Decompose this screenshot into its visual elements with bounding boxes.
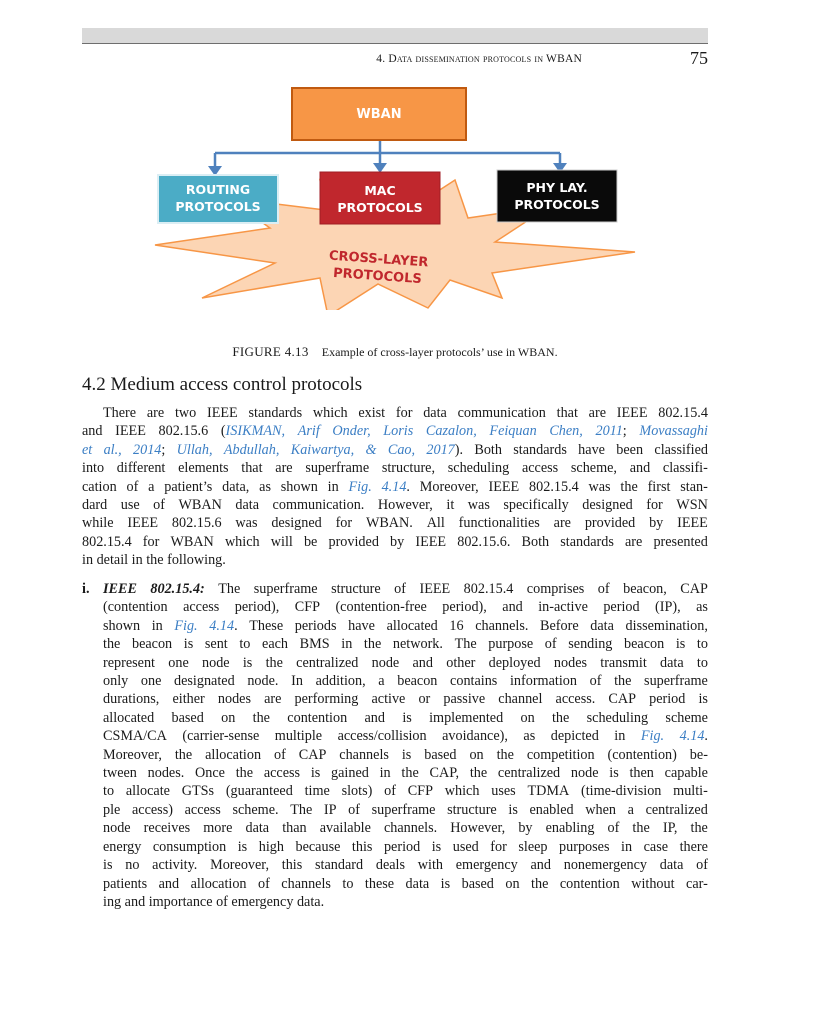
text-line: et al., 2014; Ullah, Abdullah, Kaiwartya, & Cao, 2017). Both standards have been classified xyxy=(82,441,708,458)
text-line: durations, either nodes are performing active or passive channel access. CAP period is xyxy=(103,691,708,708)
list-item-body xyxy=(103,580,708,911)
mac-protocols-box xyxy=(320,172,440,224)
text-line: 802.15.4 for WBAN which will be provided by IEEE 802.15.6. Both standards are presented xyxy=(82,533,708,550)
figure-caption-text: Example of cross-layer protocols’ use in WBAN. xyxy=(321,345,558,359)
list-marker: i. xyxy=(82,581,90,597)
header-bar xyxy=(82,28,708,43)
body-paragraph xyxy=(82,404,708,570)
text-line: represent one node is the centralized node and other deployed nodes transmit data to xyxy=(103,654,708,671)
header-rule xyxy=(82,43,708,44)
text-line: node receives more data than available channels. However, by enabling of the IP, the xyxy=(103,820,708,837)
text-line: allocated based on the contention and is implemented on the scheduling scheme xyxy=(103,709,708,726)
routing-label-line2: PROTOCOLS xyxy=(175,199,261,214)
text-line: shown in Fig. 4.14. These periods have allocated 16 channels. Before data dissemination, xyxy=(103,617,708,634)
text-line: and IEEE 802.15.6 (ISIKMAN, Arif Onder, Loris Cazalon, Feiquan Chen, 2011; Movassaghi xyxy=(82,423,708,440)
text-line: is no activity. Moreover, this standard deals with emergency and nonemergency data of xyxy=(103,857,708,874)
section-heading: 4.2 Medium access control protocols xyxy=(82,374,363,395)
list-item xyxy=(82,580,708,911)
text-line: the beacon is sent to each BMS in the network. The purpose of sending beacon is to xyxy=(103,636,708,653)
phy-layer-protocols-box xyxy=(497,170,617,222)
running-head: 4. Data dissemination protocols in WBAN xyxy=(376,53,582,65)
text-line: while IEEE 802.15.6 was designed for WBAN. All functionalities are provided by IEEE xyxy=(82,515,708,532)
mac-label-line1: MAC xyxy=(364,183,396,198)
mac-label-line2: PROTOCOLS xyxy=(337,200,423,215)
text-line: There are two IEEE standards which exist for data communication that are IEEE 802.15.4 xyxy=(103,405,708,421)
protocol-list xyxy=(82,580,708,911)
text-line: patients and allocation of channels to these data is based on the contention without car- xyxy=(103,875,708,892)
wban-label: WBAN xyxy=(356,107,402,122)
text-line: energy consumption is high because this period is used for sleep purposes in case there xyxy=(103,838,708,855)
figure-number: FIGURE 4.13 xyxy=(232,344,309,359)
page-number: 75 xyxy=(690,48,708,68)
text-line: dard use of WBAN data communication. However, it was specifically designed for WSN xyxy=(82,497,708,514)
figure-diagram xyxy=(150,80,650,310)
figure-caption xyxy=(82,344,708,360)
text-line: to allocate GTSs (guaranteed time slots) of CFP which uses TDMA (time-division multi- xyxy=(103,783,708,800)
text-line: tween nodes. Once the access is gained in the CAP, the centralized node is then capable xyxy=(103,765,708,782)
text-line: cation of a patient’s data, as shown in Fig. 4.14. Moreover, IEEE 802.15.4 was the first stan- xyxy=(82,478,708,495)
text-line: (contention access period), CFP (contention-free period), and in-active period (IP), as xyxy=(103,599,708,616)
text-line: Moreover, the allocation of CAP channels is based on the competition (contention) be- xyxy=(103,746,708,763)
text-line: ple access) access scheme. The IP of superframe structure is enabled when a centralized xyxy=(103,801,708,818)
figure-4-13 xyxy=(150,80,650,310)
text-line: ing and importance of emergency data. xyxy=(103,893,325,910)
text-line: in detail in the following. xyxy=(82,552,226,569)
routing-label-line1: ROUTING xyxy=(185,182,251,197)
text-line: IEEE 802.15.4: The superframe structure of IEEE 802.15.4 comprises of beacon, CAP xyxy=(103,581,708,597)
text-line: CSMA/CA (carrier-sense multiple access/collision avoidance), as depicted in Fig. 4.14. xyxy=(103,728,708,745)
phy-label-line1: PHY LAY. xyxy=(526,180,588,195)
cross-layer-label-line2: PROTOCOLS xyxy=(332,265,423,288)
cross-layer-label-line1: CROSS-LAYER xyxy=(328,248,429,271)
phy-label-line2: PROTOCOLS xyxy=(514,197,600,212)
text-line: only one designated node. In addition, a beacon contains information of the superframe xyxy=(103,673,708,690)
text-line: into different elements that are superframe structure, scheduling access scheme, and classifi- xyxy=(82,460,708,477)
